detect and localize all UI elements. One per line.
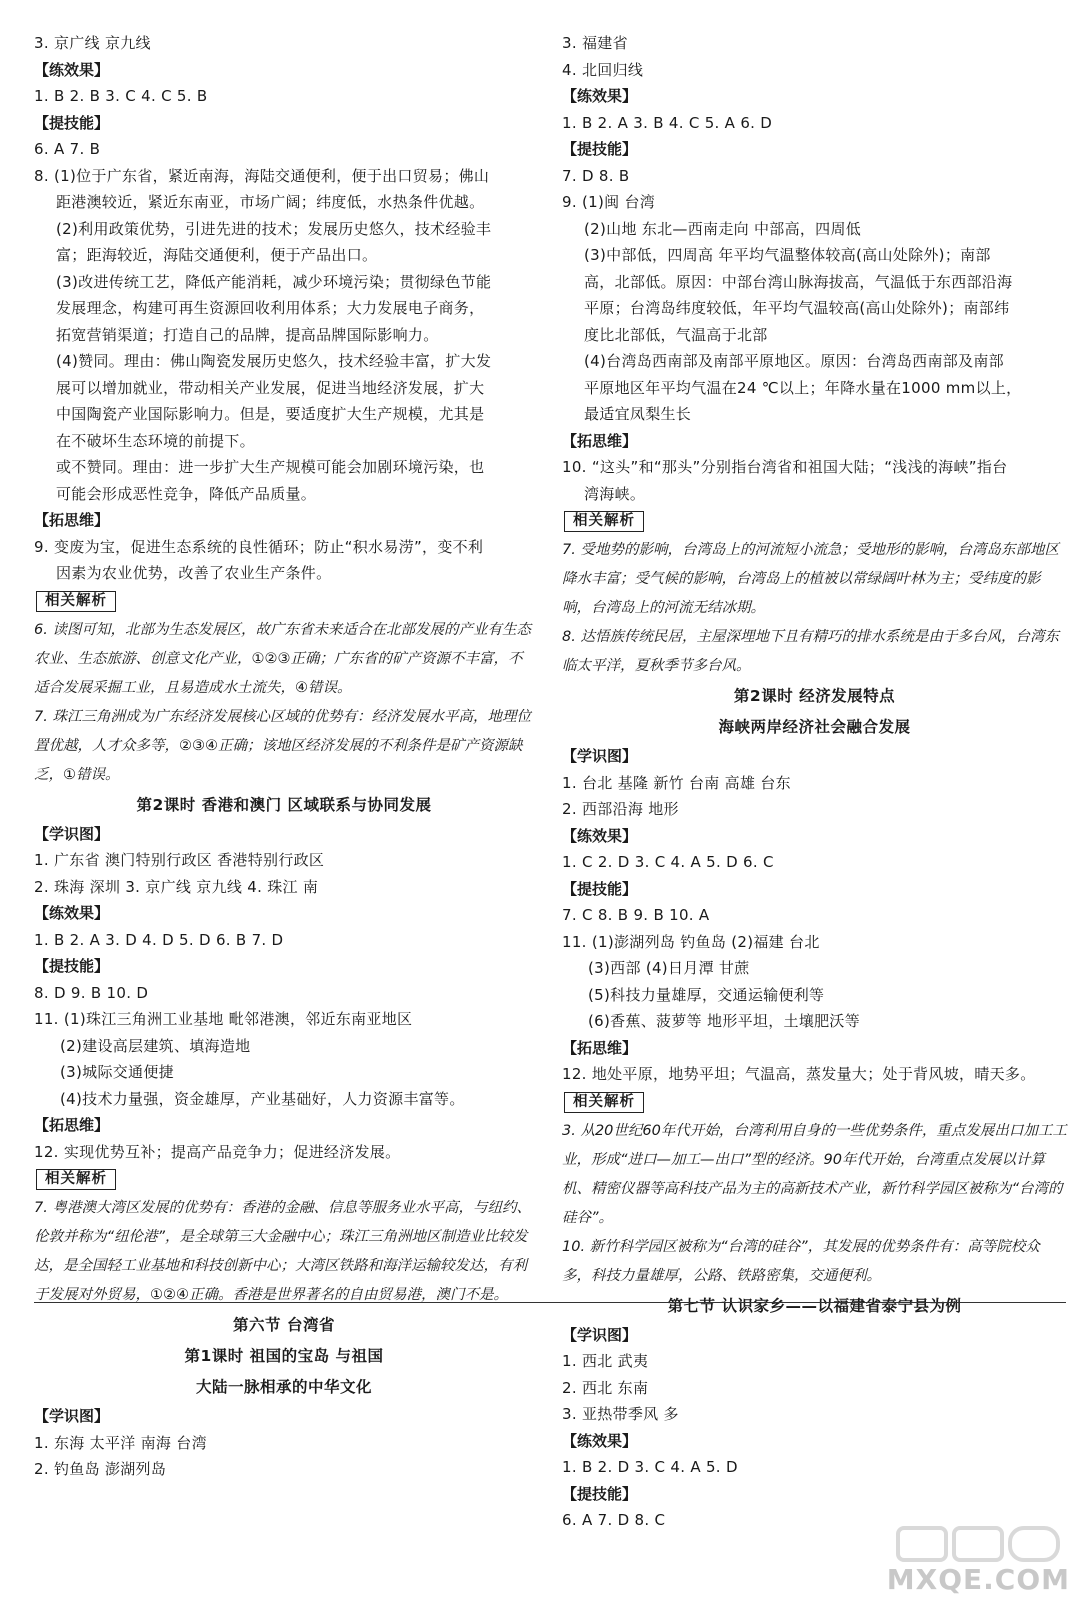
- section-label: 【提技能】: [562, 1484, 638, 1503]
- answer-line: 12. 实现优势互补；提高产品竞争力；促进经济发展。: [34, 1142, 401, 1161]
- answer-line: 1. 广东省 澳门特别行政区 香港特别行政区: [34, 851, 325, 869]
- answer-line: 拓宽营销渠道；打造自己的品牌，提高品牌国际影响力。: [56, 325, 439, 344]
- right-column: [562, 30, 1067, 1534]
- answer-line: (2)建设高层建筑、填海造地: [60, 1036, 251, 1055]
- answer-line: 在不破坏生态环境的前提下。: [56, 431, 255, 450]
- answer-line: 发展理念，构建可再生资源回收利用体系；大力发展电子商务，: [56, 299, 485, 317]
- analysis-badge: 相关解析: [36, 1169, 116, 1190]
- answer-line: 湾海峡。: [584, 484, 646, 503]
- answer-line: (2)利用政策优势，引进先进的技术；发展历史悠久，技术经验丰: [56, 219, 492, 238]
- answer-line: 11. (1)澎湖列岛 钓鱼岛 (2)福建 台北: [562, 932, 820, 951]
- answer-line: 可能会形成恶性竞争，降低产品质量。: [56, 484, 317, 503]
- section-label: 【练效果】: [562, 87, 638, 105]
- section-label: 【拓思维】: [562, 1038, 638, 1057]
- analysis-paragraph: 7. 珠江三角洲成为广东经济发展核心区域的优势有：经济发展水平高，地理位置优越，人才众多等，②③④正确；该地区经济发展的不利条件是矿产资源缺乏，①错误。: [34, 708, 531, 783]
- answer-line: (3)改进传统工艺，降低产能消耗，减少环境污染；贯彻绿色节能: [56, 272, 492, 291]
- answer-line: 3. 福建省: [562, 34, 628, 52]
- analysis-badge: 相关解析: [564, 511, 644, 532]
- section-label: 【提技能】: [562, 140, 638, 158]
- answer-line: 6. A 7. D 8. C: [562, 1511, 666, 1529]
- answer-line: 9. (1)闽 台湾: [562, 193, 656, 211]
- answer-line: 1. C 2. D 3. C 4. A 5. D 6. C: [562, 853, 774, 871]
- answer-line: 3. 亚热带季风 多: [562, 1405, 679, 1423]
- answer-line: 8. D 9. B 10. D: [34, 983, 149, 1002]
- analysis-paragraph: 7. 粤港澳大湾区发展的优势有：香港的金融、信息等服务业水平高，与纽约、伦敦并称为“纽伦港”，是全球第三大金融中心；珠江三角洲地区制造业比较发达，是全国轻工业基地和科技创新中心；大湾区铁路和海洋运输较发达，有利于发展对外贸易，①②④正确。香港是世界著名的自由贸易港，澳门不是。: [34, 1200, 531, 1303]
- answer-line: 富；距海较近，海陆交通便利，便于产品出口。: [56, 246, 378, 264]
- answer-line: 最适宜凤梨生长: [584, 405, 692, 423]
- analysis-paragraph: 7. 受地势的影响，台湾岛上的河流短小流急；受地形的影响，台湾岛东部地区降水丰富；受气候的影响，台湾岛上的植被以常绿阔叶林为主；受纬度的影响，台湾岛上的河流无结冰期。: [562, 542, 1059, 616]
- answer-line: 11. (1)珠江三角洲工业基地 毗邻港澳，邻近东南亚地区: [34, 1010, 413, 1028]
- answer-line: (5)科技力量雄厚，交通运输便利等: [588, 985, 825, 1004]
- answer-line: 平原；台湾岛纬度较低，年平均气温较高(高山处除外)；南部纬: [584, 299, 1010, 317]
- section-label: 【拓思维】: [34, 511, 110, 529]
- analysis-header: [34, 587, 534, 616]
- answer-line: 1. B 2. A 3. D 4. D 5. D 6. B 7. D: [34, 930, 284, 949]
- answer-line: 6. A 7. B: [34, 140, 101, 158]
- answer-line: (6)香蕉、菠萝等 地形平坦，土壤肥沃等: [588, 1012, 861, 1030]
- lesson-title: 第2课时 经济发展特点: [733, 687, 896, 705]
- watermark-text: MXQE.COM: [886, 1563, 1070, 1596]
- section-label: 【提技能】: [562, 879, 638, 898]
- answer-line: 8. (1)位于广东省，紧近南海，海陆交通便利，便于出口贸易；佛山: [34, 166, 490, 185]
- section-label: 【学识图】: [34, 1407, 110, 1425]
- answer-line: (3)中部低，四周高 年平均气温整体较高(高山处除外)；南部: [584, 246, 991, 264]
- lesson-title: 第2课时 香港和澳门 区域联系与协同发展: [136, 795, 432, 814]
- answer-line: (3)西部 (4)日月潭 甘蔗: [588, 959, 750, 977]
- answer-line: (3)城际交通便捷: [60, 1063, 174, 1081]
- answer-line: 2. 珠海 深圳 3. 京广线 京九线 4. 珠江 南: [34, 877, 319, 896]
- answer-line: 2. 钓鱼岛 澎湖列岛: [34, 1460, 167, 1478]
- analysis-header: [34, 1165, 534, 1194]
- answer-line: 度比北部低，气温高于北部: [584, 325, 768, 344]
- lesson-title: 第七节 认识家乡——以福建省泰宁县为例: [667, 1296, 962, 1315]
- analysis-badge: 相关解析: [564, 1092, 644, 1113]
- section-label: 【提技能】: [34, 113, 110, 132]
- analysis-paragraph: 10. 新竹科学园区被称为“台湾的硅谷”，其发展的优势条件有：高等院校众多，科技力量雄厚，公路、铁路密集，交通便利。: [562, 1238, 1040, 1284]
- analysis-header: [562, 507, 1067, 536]
- answer-line: 9. 变废为宝，促进生态系统的良性循环；防止“积水易涝”，变不利: [34, 537, 484, 556]
- answer-line: (2)山地 东北—西南走向 中部高，四周低: [584, 219, 862, 238]
- analysis-paragraph: 8. 达悟族传统民居，主屋深埋地下且有精巧的排水系统是由于多台风，台湾东临太平洋，夏秋季节多台风。: [562, 629, 1059, 674]
- answer-line: 12. 地处平原，地势平坦；气温高，蒸发量大；处于背风坡，晴天多。: [562, 1065, 1036, 1083]
- answer-line: 因素为农业优势，改善了农业生产条件。: [56, 564, 332, 582]
- section-label: 【学识图】: [562, 747, 638, 765]
- analysis-paragraph: 3. 从20世纪60年代开始，台湾利用自身的一些优势条件，重点发展出口加工工业，形成“进口—加工—出口”型的经济。90年代开始，台湾重点发展以计算机、精密仪器等高科技产品为主的高新技术产业，新竹科学园区被称为“台湾的硅谷”。: [562, 1122, 1067, 1226]
- analysis-paragraph: 6. 读图可知，北部为生态发展区，故广东省未来适合在北部发展的产业有生态农业、生态旅游、创意文化产业，①②③正确；广东省的矿产资源不丰富，不适合发展采掘工业，且易造成水土流失，④错误。: [34, 621, 531, 696]
- section-label: 【练效果】: [562, 826, 638, 845]
- answer-line: 高，北部低。原因：中部台湾山脉海拔高，气温低于东西部沿海: [584, 272, 1013, 291]
- analysis-badge: 相关解析: [36, 591, 116, 612]
- answer-line: 1. 东海 太平洋 南海 台湾: [34, 1433, 207, 1452]
- section-label: 【练效果】: [562, 1431, 638, 1450]
- section-label: 【拓思维】: [562, 431, 638, 450]
- lesson-title: 第六节 台湾省: [233, 1316, 335, 1334]
- answer-line: 1. B 2. B 3. C 4. C 5. B: [34, 87, 208, 105]
- section-label: 【学识图】: [34, 824, 110, 843]
- answer-line: (4)技术力量强，资金雄厚，产业基础好，人力资源丰富等。: [60, 1089, 465, 1108]
- analysis-header: [562, 1088, 1067, 1117]
- lesson-title: 海峡两岸经济社会融合发展: [718, 718, 911, 736]
- answer-line: 1. B 2. A 3. B 4. C 5. A 6. D: [562, 113, 773, 132]
- answer-line: 展可以增加就业，带动相关产业发展，促进当地经济发展，扩大: [56, 378, 485, 397]
- answer-line: 1. B 2. D 3. C 4. A 5. D: [562, 1458, 738, 1476]
- section-label: 【拓思维】: [34, 1116, 110, 1134]
- answer-line: 7. D 8. B: [562, 166, 630, 185]
- answer-line: 1. 台北 基隆 新竹 台南 高雄 台东: [562, 773, 791, 792]
- answer-line: 距港澳较近，紧近东南亚，市场广阔；纬度低，水热条件优越。: [56, 193, 485, 211]
- section-label: 【提技能】: [34, 957, 110, 975]
- lesson-title: 第1课时 祖国的宝岛 与祖国: [184, 1347, 384, 1365]
- lesson-title: 大陆一脉相承的中华文化: [195, 1378, 372, 1396]
- answer-line: (4)赞同。理由：佛山陶瓷发展历史悠久，技术经验丰富，扩大发: [56, 352, 492, 370]
- section-label: 【练效果】: [34, 60, 110, 79]
- answer-line: 2. 西北 东南: [562, 1378, 649, 1397]
- answer-line: 平原地区年平均气温在24 ℃以上；年降水量在1000 mm以上，: [584, 378, 1022, 397]
- answer-line: 4. 北回归线: [562, 60, 644, 79]
- answer-line: 3. 京广线 京九线: [34, 34, 151, 52]
- answer-line: 中国陶瓷产业国际影响力。但是，要适度扩大生产规模，尤其是: [56, 405, 485, 423]
- section-label: 【练效果】: [34, 904, 110, 922]
- answer-line: 或不赞同。理由：进一步扩大生产规模可能会加剧环境污染，也: [56, 458, 485, 476]
- answer-line: 2. 西部沿海 地形: [562, 800, 679, 818]
- answer-line: 10. “这头”和“那头”分别指台湾省和祖国大陆；“浅浅的海峡”指台: [562, 458, 1008, 476]
- section-divider: [34, 1302, 1066, 1303]
- answer-line: 1. 西北 武夷: [562, 1352, 649, 1370]
- answer-line: (4)台湾岛西南部及南部平原地区。原因：台湾岛西南部及南部: [584, 352, 1004, 370]
- left-column: [34, 30, 534, 1483]
- answer-line: 7. C 8. B 9. B 10. A: [562, 906, 710, 924]
- section-label: 【学识图】: [562, 1325, 638, 1344]
